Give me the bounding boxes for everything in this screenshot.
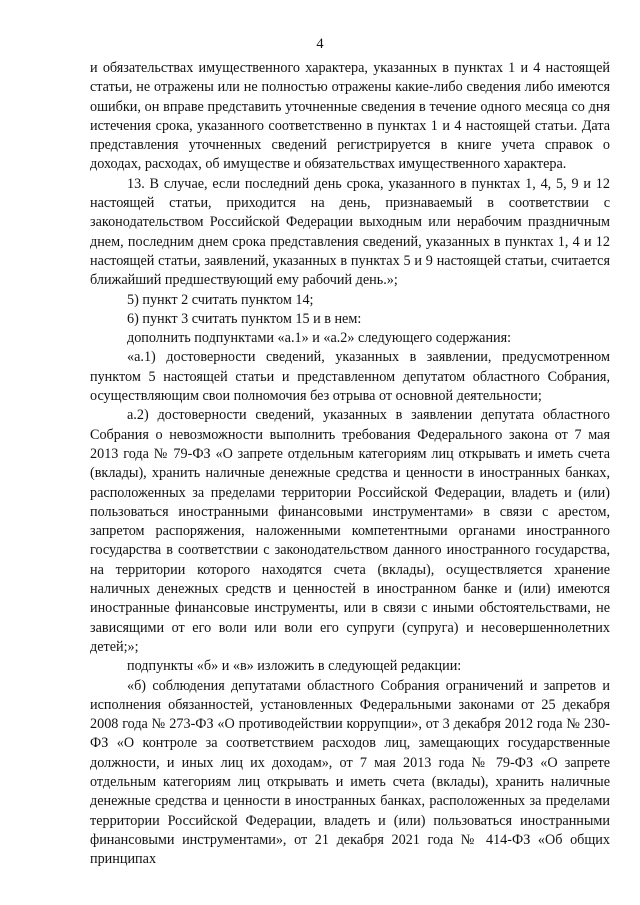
- paragraph-subitem-a1: «а.1) достоверности сведений, указанных в заявлении, предусмотренном пунктом 5 настоящей статьи и представленном депутатом областного Собрания, осуществляющим свои полномочия без отрыва от основной деятельности;: [90, 349, 610, 405]
- page-number: 4: [316, 36, 324, 52]
- paragraph-subitem-6: 6) пункт 3 считать пунктом 15 и в нем:: [127, 310, 362, 327]
- paragraph-add-subitems: дополнить подпунктами «а.1» и «а.2» следующего содержания:: [127, 330, 512, 347]
- paragraph-subitem-a2: а.2) достоверности сведений, указанных в заявлении депутата областного Собрания о невозможности выполнить требования Федерального закона от 7 мая 2013 года № 79-ФЗ «О запрете отдельным категориям лиц открывать и иметь счета (вклады), хранить наличные денежные средства и ценности в иностранных банках, расположенных за пределами территории Российской Федерации, владеть и (или) пользоваться иностранными финансовыми инструментами» в связи с арестом, запретом распоряжения, наложенными компетентными органами иностранного государства в соответствии с законодательством данного иностранного государства, на территории которого находятся счета (вклады), осуществляется хранение наличных денежных средств и ценностей в иностранном банке и (или) имеются иностранные финансовые инструменты, или в связи с иными обстоятельствами, не зависящими от его воли или воли его супруги (супруга) и несовершеннолетних детей;»;: [90, 407, 610, 655]
- paragraph-continuation: и обязательствах имущественного характера, указанных в пунктах 1 и 4 настоящей статьи, не отражены или не полностью отражены какие-либо сведения либо имеются ошибки, он вправе представить уточненные сведения в течение одного месяца со дня истечения срока, указанного соответственно в пунктах 1 и 4 настоящей статьи. Дата представления уточненных сведений регистрируется в книге учета справок о доходах, расходах, об имуществе и обязательствах имущественного характера.: [90, 60, 610, 173]
- paragraph-amend-b-v: подпункты «б» и «в» изложить в следующей редакции:: [127, 658, 462, 675]
- paragraph-subitem-b: «б) соблюдения депутатами областного Собрания ограничений и запретов и исполнения обязанностей, установленных Федеральными законами от 25 декабря 2008 года № 273-ФЗ «О противодействии коррупции», от 3 декабря 2012 года № 230-ФЗ «О контроле за соответствием расходов лиц, замещающих государственные должности, и иных лиц их доходам», от 7 мая 2013 года № 79-ФЗ «О запрете отдельным категориям лиц открывать и иметь счета (вклады), хранить наличные денежные средства и ценности в иностранных банках, расположенных за пределами территории Российской Федерации, владеть и (или) пользоваться иностранными финансовыми инструментами», от 21 декабря 2021 года № 414-ФЗ «Об общих принципах: [90, 677, 610, 868]
- paragraph-subitem-5: 5) пункт 2 считать пунктом 14;: [127, 291, 314, 308]
- document-body: [90, 59, 610, 869]
- paragraph-item-13: 13. В случае, если последний день срока, указанного в пунктах 1, 4, 5, 9 и 12 настоящей статьи, приходится на день, признаваемый в соответствии с законодательством Российской Федерации выходным или нерабочим праздничным днем, последним днем срока представления сведений, указанных в пунктах 1, 4 и 12 настоящей статьи, заявлений, указанных в пунктах 5 и 9 настоящей статьи, считается ближайший предшествующий ему рабочий день.»;: [90, 175, 610, 289]
